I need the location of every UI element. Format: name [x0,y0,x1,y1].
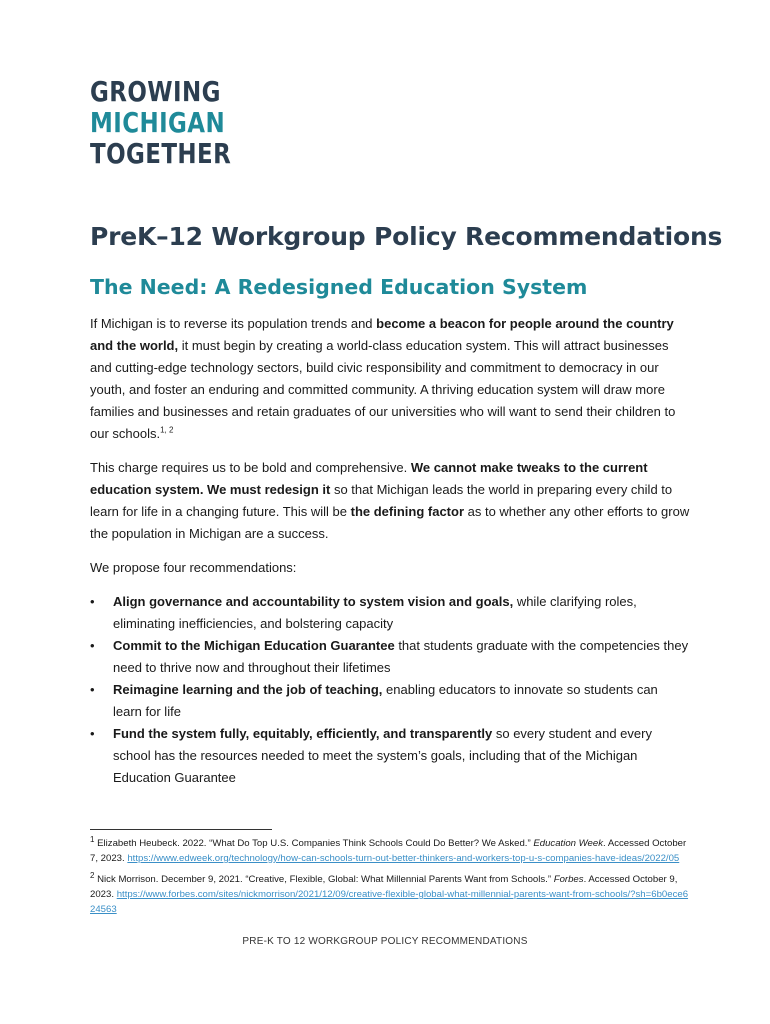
text-run: . Accessed October 9, 2023. [90,874,678,900]
logo-line-growing: GROWING [90,75,221,108]
text-run: This charge requires us to be bold and comprehensive. [90,460,411,475]
footnote-2 [90,872,690,917]
bold-run: We cannot make tweaks to the current education system. We must redesign it [90,460,648,497]
paragraph-propose: We propose four recommendations: [90,560,297,575]
bold-run: the defining factor [350,504,465,519]
bold-run: become a beacon for people around the country and the world, [90,316,674,353]
text-run: while clarifying roles, eliminating inefficiencies, and bolstering capacity [113,594,637,631]
bullet-icon: • [90,726,95,741]
page-title: PreK–12 Workgroup Policy Recommendations [90,222,723,251]
footnote-number: 2 [90,870,95,880]
logo-line-michigan: MICHIGAN [90,106,226,139]
text-run: Elizabeth Heubeck. 2022. “What Do Top U.S. Companies Think Schools Could Do Better? We Asked.” [94,838,534,849]
paragraph-intro [90,313,690,445]
footnote-divider [90,829,272,830]
list-item [90,723,690,789]
text-run: . Accessed October 7, 2023. [90,838,687,864]
footnote-link[interactable]: https://www.forbes.com/sites/nickmorrison/2021/12/09/creative-flexible-global-what-millennial-parents-want-from-schools/?sh=6b0ece624563 [90,889,689,915]
text-run: enabling educators to innovate so students can learn for life [113,682,658,719]
italic-run: Forbes [553,874,584,885]
list-item [90,591,690,635]
page-footer: PRE-K TO 12 WORKGROUP POLICY RECOMMENDATIONS [242,936,528,947]
footnote-link[interactable]: https://www.edweek.org/technology/how-can-schools-turn-out-better-thinkers-and-workers-top-u-s-companies-have-ideas/2022/05 [127,853,680,864]
bold-run: Fund the system fully, equitably, efficiently, and transparently [113,726,493,741]
footnote-number: 1 [90,834,95,844]
growing-michigan-together-logo [90,76,231,169]
footnote-ref[interactable]: 1, 2 [160,425,174,435]
italic-run: Education Week [533,838,604,849]
section-heading: The Need: A Redesigned Education System [90,275,588,299]
bold-run: Commit to the Michigan Education Guarantee [113,638,395,653]
footnotes [90,836,690,923]
text-run: that students graduate with the competencies they need to thrive now and throughout their lifetimes [113,638,689,675]
logo-line-together: TOGETHER [90,137,232,170]
bullet-icon: • [90,682,95,697]
text-run: it must begin by creating a world-class education system. This will attract businesses and cutting-edge technology sectors, build civic responsibility and commitment to democracy in our youth, and foster an enduring and committed community. A thriving education system will draw more families and businesses and retain graduates of our universities who will want to send their children to our schools. [90,338,676,441]
recommendations-list [90,591,690,789]
paragraph-charge [90,457,690,545]
text-run: If Michigan is to reverse its population trends and [90,316,377,331]
body-text [90,313,690,789]
list-item [90,679,690,723]
bold-run: Align governance and accountability to system vision and goals, [113,594,514,609]
bullet-icon: • [90,638,95,653]
text-run: Nick Morrison. December 9, 2021. “Creative, Flexible, Global: What Millennial Parents Want from Schools.” [94,874,554,885]
footnote-1 [90,836,690,866]
bullet-icon: • [90,594,95,609]
text-run: as to whether any other efforts to grow the population in Michigan are a success. [90,504,690,541]
bold-run: Reimagine learning and the job of teaching, [113,682,383,697]
list-item [90,635,690,679]
text-run: so that Michigan leads the world in preparing every child to learn for life in a changing future. This will be [90,482,673,519]
text-run: so every student and every school has the resources needed to meet the system’s goals, including that of the Michigan Education Guarantee [113,726,652,785]
